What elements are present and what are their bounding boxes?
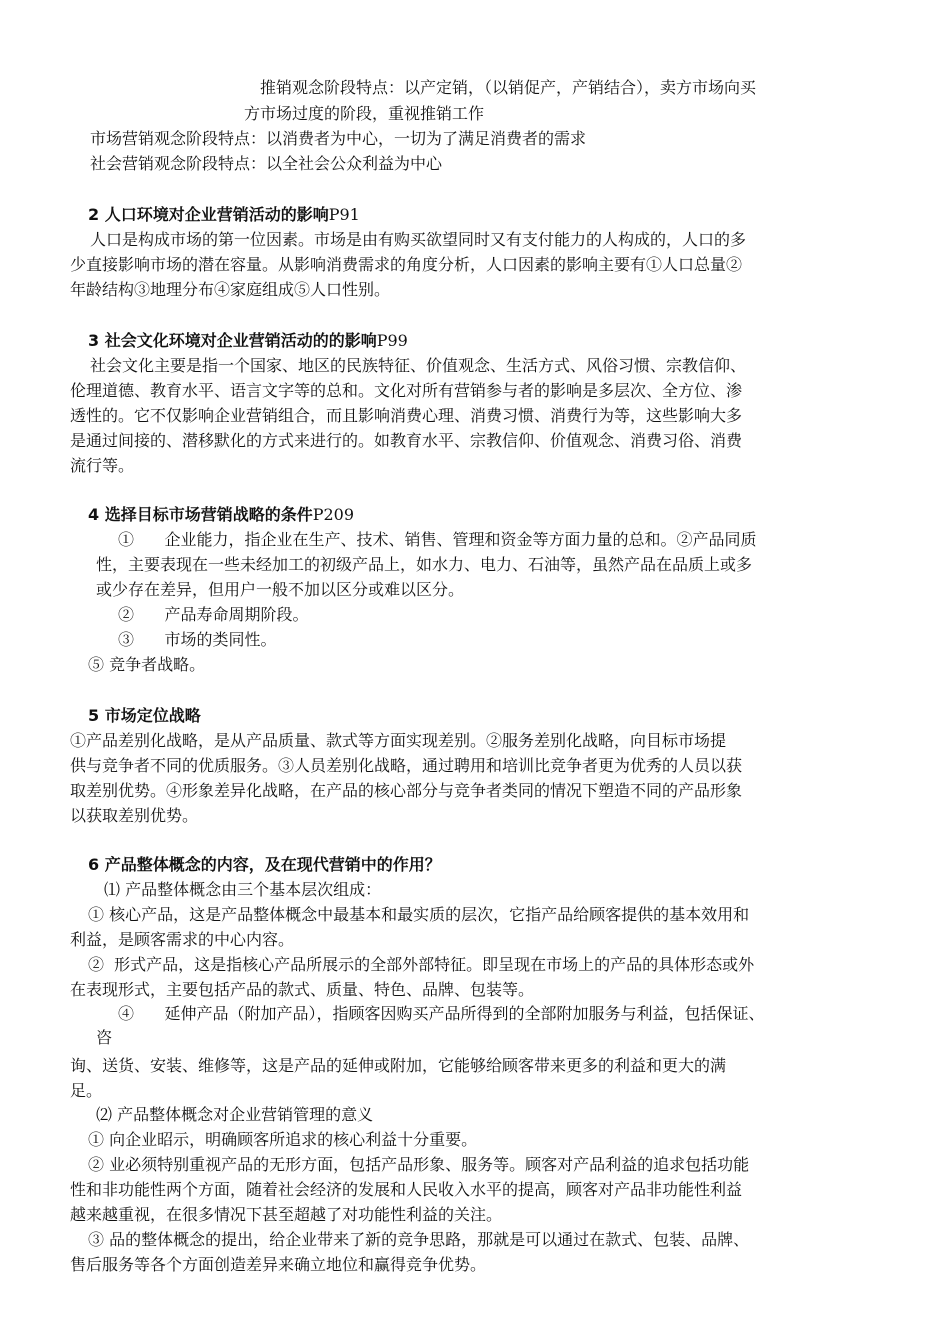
section-2-line: 年龄结构③地理分布④家庭组成⑤人口性别。: [70, 280, 391, 299]
section-3-title: 3 社会文化环境对企业营销活动的的影响: [88, 331, 377, 350]
section-5-line: 以获取差别优势。: [70, 806, 199, 825]
section-5-line: 取差别优势。④形象差异化战略，在产品的核心部分与竞争者类同的情况下塑造不同的产品形象: [70, 781, 743, 800]
section-3-line: 社会文化主要是指一个国家、地区的民族特征、价值观念、生活方式、风俗习惯、宗教信仰、: [90, 356, 747, 375]
section-4-page-ref: P209: [312, 505, 355, 524]
section-6-line: ② 形式产品，这是指核心产品所展示的全部外部特征。即呈现在市场上的产品的具体形态或外: [88, 955, 755, 974]
section-6-line: ④ 延伸产品（附加产品），指顾客因购买产品所得到的全部附加服务与利益，包括保证、: [118, 1004, 765, 1023]
section-2-line: 人口是构成市场的第一位因素。市场是由有购买欲望同时又有支付能力的人构成的，人口的多: [90, 230, 747, 249]
section-6-line: 售后服务等各个方面创造差异来确立地位和赢得竞争优势。: [70, 1255, 487, 1274]
section-4-line: 或少存在差异，但用户一般不加以区分或难以区分。: [96, 580, 465, 599]
section-4-line: ③ 市场的类同性。: [118, 630, 277, 649]
section-6-line: 足。: [70, 1081, 103, 1100]
intro-line-4: 社会营销观念阶段特点：以全社会公众利益为中心: [90, 154, 443, 173]
section-3-page-ref: P99: [376, 331, 408, 350]
section-6-line: 利益，是顾客需求的中心内容。: [70, 930, 295, 949]
section-2-page-ref: P91: [328, 205, 360, 224]
section-2-heading: [88, 203, 360, 227]
section-2-line: 少直接影响市场的潜在容量。从影响消费需求的角度分析，人口因素的影响主要有①人口总量②: [70, 255, 743, 274]
section-6-line: ⑵ 产品整体概念对企业营销管理的意义: [96, 1105, 374, 1124]
section-3-line: 透性的。它不仅影响企业营销组合，而且影响消费心理、消费习惯、消费行为等，这些影响大多: [70, 406, 743, 425]
section-4-title: 4 选择目标市场营销战略的条件: [88, 505, 313, 524]
section-3-line: 流行等。: [70, 456, 135, 475]
section-4-line: ⑤ 竞争者战略。: [88, 655, 206, 674]
section-5-line: 供与竞争者不同的优质服务。③人员差别化战略，通过聘用和培训比竞争者更为优秀的人员以获: [70, 756, 743, 775]
section-6-line: 在表现形式，主要包括产品的款式、质量、特色、品牌、包装等。: [70, 980, 535, 999]
section-6-line: ⑴ 产品整体概念由三个基本层次组成：: [104, 880, 382, 899]
section-4-line: 性，主要表现在一些未经加工的初级产品上，如水力、电力、石油等，虽然产品在品质上或多: [96, 555, 753, 574]
section-6-line: 咨: [96, 1028, 113, 1047]
section-6-line: ① 核心产品，这是产品整体概念中最基本和最实质的层次，它指产品给顾客提供的基本效用和: [88, 905, 750, 924]
section-4-line: ① 企业能力，指企业在生产、技术、销售、管理和资金等方面力量的总和。②产品同质: [118, 530, 757, 549]
intro-line-1: 推销观念阶段特点：以产定销，（以销促产，产销结合），卖方市场向买: [260, 78, 757, 97]
section-6-heading: 6 产品整体概念的内容，及在现代营销中的作用？: [88, 855, 441, 874]
section-4-heading: [88, 503, 354, 527]
intro-line-2: 方市场过度的阶段，重视推销工作: [244, 104, 485, 123]
section-6-line: 询、送货、安装、维修等，这是产品的延伸或附加，它能够给顾客带来更多的利益和更大的满: [70, 1056, 727, 1075]
section-5-line: ①产品差别化战略，是从产品质量、款式等方面实现差别。②服务差别化战略，向目标市场提: [70, 731, 727, 750]
section-6-line: 越来越重视，在很多情况下甚至超越了对功能性利益的关注。: [70, 1205, 503, 1224]
section-4-line: ② 产品寿命周期阶段。: [118, 605, 309, 624]
intro-line-3: 市场营销观念阶段特点：以消费者为中心，一切为了满足消费者的需求: [90, 129, 587, 148]
section-6-line: ① 向企业昭示，明确顾客所追求的核心利益十分重要。: [88, 1130, 478, 1149]
section-3-heading: [88, 329, 408, 353]
section-5-heading: 5 市场定位战略: [88, 706, 201, 725]
section-6-line: ③ 品的整体概念的提出，给企业带来了新的竞争思路，那就是可以通过在款式、包装、品牌、: [88, 1230, 750, 1249]
section-3-line: 伦理道德、教育水平、语言文字等的总和。文化对所有营销参与者的影响是多层次、全方位、渗: [70, 381, 743, 400]
section-6-line: 性和非功能性两个方面，随着社会经济的发展和人民收入水平的提高，顾客对产品非功能性利益: [70, 1180, 743, 1199]
section-6-line: ② 业必须特别重视产品的无形方面，包括产品形象、服务等。顾客对产品利益的追求包括功能: [88, 1155, 750, 1174]
section-3-line: 是通过间接的、潜移默化的方式来进行的。如教育水平、宗教信仰、价值观念、消费习俗、消费: [70, 431, 743, 450]
section-2-title: 2 人口环境对企业营销活动的影响: [88, 205, 329, 224]
